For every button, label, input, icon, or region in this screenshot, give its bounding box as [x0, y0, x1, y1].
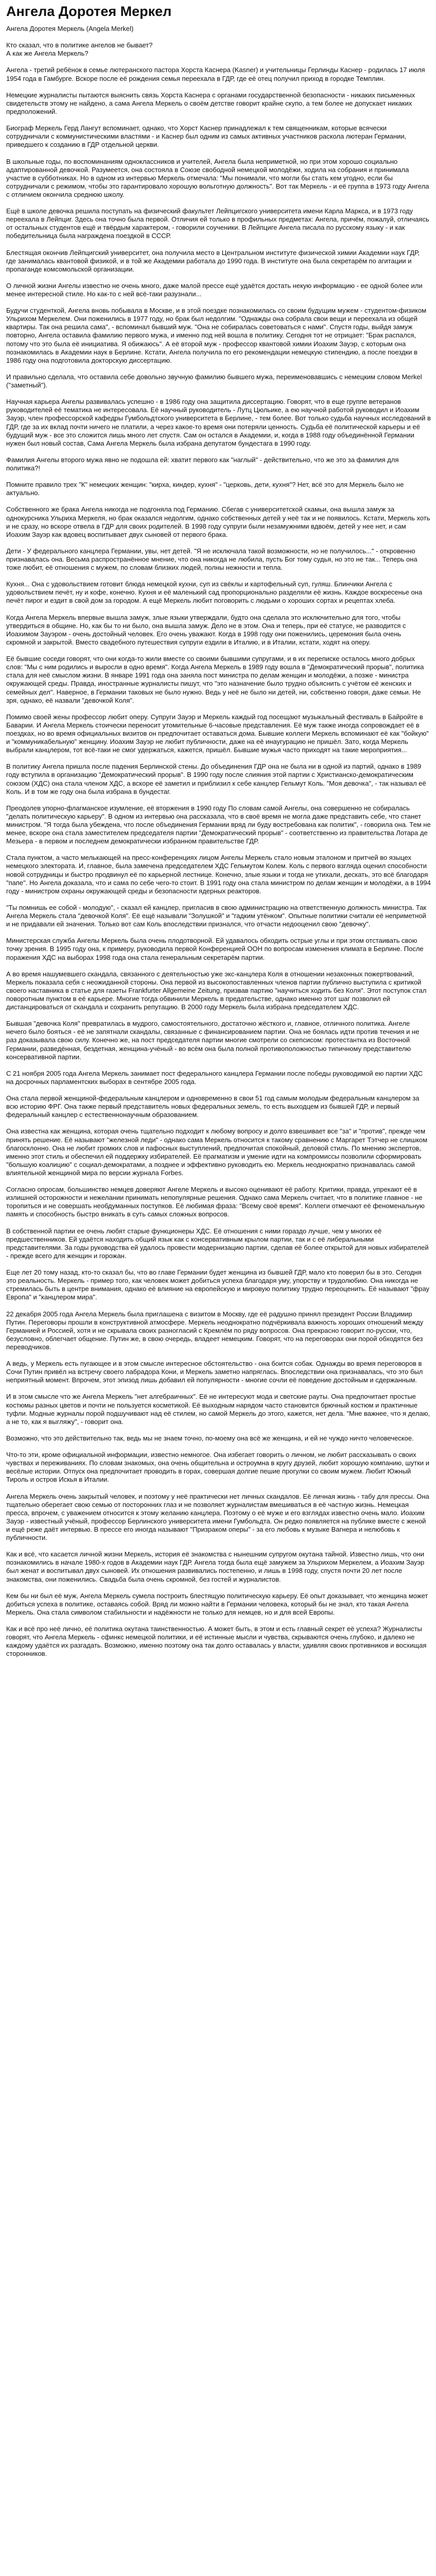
article-paragraph: Возможно, что это действительно так, ведь мы не знаем точно, по-моему она всё же женщина, и ей не чуждо ничто человеческое. [6, 1434, 414, 1442]
article-paragraph: Как и всё, что касается личной жизни Меркель, история её знакомства с нынешним супругом окутана тайной. Известно лишь, что они познакомились в начале 1980-х годов в Академии наук ГДР. Ангела тогда была ещё замужем за Ульрихом Меркелем, а Иоахим Зауэр был женат и воспитывал двух сыновей. Их отношения развивались постепенно, и лишь в 1998 году, спустя почти 20 лет после знакомства, они поженились. Свадьба была очень скромной, без гостей и журналистов. [6, 1550, 425, 1583]
article-paragraph: Стала пунктом, а часто мелькающей на пресс-конференциях лицом Ангелы Меркель стало новым эталоном и притчей во языцех немецкого электората. И, главное, была замечена председателем ХДС Гельмутом Колем. Коль с первого взгляда оценил способности новой сотрудницы и быстро продвинул её по карьерной лестнице. Конечно, злые языки и тогда не утихали, дескать, это всё благодаря "папе". Но Ангела доказала, что и сама по себе чего-то стоит. В 1991 году она стала министром по делам женщин и молодёжи, а в 1994 году - министром охраны окружающей среды и безопасности ядерных реакторов. [6, 854, 431, 895]
article-paragraph: Ангела - третий ребёнок в семье лютеранского пастора Хорста Каснера (Kasner) и учительницы Герлинды Каснер - родилась 17 июля 1954 года в Гамбурге. Вскоре после её рождения семья переехала в ГДР, где её отец получил приход в городке Темплин. [6, 66, 425, 82]
article-paragraph: Преодолев упорно-флагманское изумление, её вторжения в 1990 году По словам самой Ангелы, она совершенно не собиралась "делать политическую карьеру". В одном из интервью она рассказала, что в своё время не могла даже представить себе, что станет министром. "Я тогда была убеждена, что после объединения Германии вряд ли буду востребована как политик", - говорила она. Тем не менее, вскоре она стала заместителем председателя партии "Демократический прорыв" - соответственно из правительства Лотара де Мезьера - в первом и последнем демократически избранном правительстве ГДР. [6, 804, 431, 845]
article-paragraph: Немецкие журналисты пытаются выяснить связь Хорста Каснера с органами государственной безопасности - никаких письменных свидетельств этому не найдено, а сама Ангела Меркель о своём детстве говорит крайне скупо, а тем более не допускает никаких предположений. [6, 91, 415, 115]
article-paragraph: Блестящая окончив Лейпцигский университет, она получила место в Центральном институте физической химии Академии наук ГДР, где занималась квантовой физикой, и в той же Академии работала до 1990 года. В институте она была секретарём по агитации и пропаганде комсомольской организации. [6, 248, 420, 273]
article-paragraph: Ангела Меркель очень закрытый человек, и поэтому у неё практически нет личных скандалов. Её личная жизнь - табу для прессы. Она тщательно оберегает свою семью от посторонних глаз и не позволяет журналистам вмешиваться в её частную жизнь. Немецкая пресса, впрочем, с уважением относится к этому желанию канцлера. Поэтому о её муже и его взглядах известно очень мало. Иоахим Зауэр - известный учёный, профессор Берлинского университета имени Гумбольдта. Он редко появляется на публике вместе с женой и ещё реже даёт интервью. В прессе его иногда называют "Призраком оперы" - за его любовь к музыке Вагнера и нелюбовь к публичности. [6, 1492, 429, 1542]
article-paragraph: Собственного же брака Ангела никогда не подгоняла под Германию. Сбегав с университетской скамьи, она вышла замуж за однокурсника Ульриха Меркеля, но брак оказался недолгим, однако собственных детей у неё так и не появилось. Кстати, Меркель хоть и не сразу, но вскоре отвела в ГДР для своих родителей. В 1998 году супруги были незамужними вдвоём, детей у нее нет, и сам Иоахим Зауэр как вдовец воспитывает двух сыновей от первого брака. [6, 505, 430, 538]
article-paragraph: Дети - У федерального канцлера Германии, увы, нет детей. "Я не исключала такой возможности, но не получилось..." - откровенно признавалась она. Весьма распространённое мнение, что она никогда не любила, пусть Бог тому судья, но это не так... Теперь она тоже любит, её отношения с мужем, по словам близких людей, полны нежности и тепла. [6, 547, 417, 572]
article-paragraph: О личной жизни Ангелы известно не очень много, даже малой прессе ещё удаётся достать некую информацию - ее одной более или менее интересной стиле. Но как-то с ней всё-таки разузнали... [6, 281, 423, 298]
article-paragraph: Помните правило трех "К" немецких женщин: "кирха, киндер, кухня" - "церковь, дети, кухня"? Нет, всё это для Меркель было не актуально. [6, 481, 404, 497]
article-paragraph: Она стала первой женщиной-федеральным канцлером и одновременно в свои 51 год самым молодым федеральным канцлером за всю историю ФРГ. Она также первый представитель новых федеральных земель, то есть выходцем из бывшей ГДР, и первый федеральный канцлер с естественнонаучным образованием. [6, 1094, 420, 1119]
article-paragraph: Фамилия Ангелы второго мужа явно не подошла ей: хватит первого как "наглый" - действительно, что же это за фамилия для политика?! [6, 455, 399, 472]
article-paragraph: В собственной партии ее очень любят старые функционеры ХДС. Её отношения с ними гораздо лучше, чем у многих её предшественников. Ей удаётся находить общий язык как с консервативным крылом партии, так и с её либеральными представителями. За годы руководства ей удалось провести модернизацию партии, сделав её более открытой для новых избирателей - прежде всего для женщин и горожан. [6, 1227, 429, 1260]
article-paragraph: Бывшая "девочка Коля" превратилась в мудрого, самостоятельного, достаточно жёсткого и, главное, отличного политика. Ангеле нечего было бояться - её не запятнали скандалы, связанные с финансированием партии. Она не боялась идти против течения и не раз доказывала свою силу. Конечно же, на пост председателя партии многие смотрели со скепсисом: протестантка из Восточной Германии, разведённая, бездетная, женщина-учёный - во всём она была полной противоположностью типичному представителю консервативной партии. [6, 1020, 420, 1061]
article-paragraph: В политику Ангела пришла после падения Берлинской стены. До объединения ГДР она не была ни в одной из партий, однако в 1989 году вступила в организацию "Демократический прорыв". В 1990 году после слияния этой партии с Христианско-демократическим союзом (ХДС) она стала членом ХДС, а вскоре её заметил и приблизил к себе канцлер Гельмут Коль. "Моя девочка", - так называл её Коль. И в том же году она была избрана в бундестаг. [6, 762, 426, 795]
article-title: Ангела Доротея Меркел [6, 4, 172, 19]
article-body [6, 25, 431, 1658]
article-paragraph: И правильно сделала, что оставила себе довольно звучную фамилию бывшего мужа, переименовавшись с немецким словом Merkel ("заметный"). [6, 372, 422, 389]
article-paragraph: Помимо своей жены профессор любит оперу. Супруги Зауэр и Меркель каждый год посещают музыкальный фестиваль в Байройте в Баварии. И Ангела Меркель стоически переносит утомительные 6-часовые представления. Её муж также иногда сопровождает её в поездках, но во время официальных визитов он предпочитает оставаться дома. Бывшие коллеги Меркель вспоминают её как "бойкую" и "коммуникабельную" женщину. Иоахим Зауэр не любит публичности, даже на её инаугурацию не пришёл. Зато, когда Меркель выбрали канцлером, тот всё-таки не смог удержаться, кажется, пришёл. Бывшие мужья часто приходят на такие мероприятия... [6, 713, 429, 754]
article-paragraph: Ещё в школе девочка решила поступать на физический факультет Лейпцигского университета имени Карла Маркса, и в 1973 году переехала в Лейпциг. Здесь она точно была первой. Отличия ей только в профильных предметах: Ангела, причём, пожалуй, отличаясь от остальных студентов ещё и твёрдым характером, - говорили соученики. В Лейпциге Ангела писала по русскому языку - и как победительница была награждена поездкой в СССР. [6, 207, 429, 240]
article-paragraph: А ведь, у Меркель есть пугающее и в этом смысле интересное обстоятельство - она боится собак. Однажды во время переговоров в Сочи Путин привёл на встречу своего лабрадора Кони, и Меркель заметно напряглась. Впоследствии она признавалась, что это был неприятный момент. Впрочем, этот эпизод лишь добавил ей популярности - многие сочли её поведение достойным и сдержанным. [6, 1360, 423, 1384]
article-paragraph: Когда Ангела Меркель впервые вышла замуж, злые языки утверждали, будто она сделала это исключительно для того, чтобы утвердиться в общине. Но, как бы то ни было, она вышла замуж. Дело не в этом. Она и теперь, при её статусе, не разводится с Иоахимом Зауэром - очень достойный человек. Его очень уважают. Когда в 1998 году они поженились, церемония была очень скромной и закрытой. Вместо свадебного путешествия супруги ездили в Италию, и в Италии, кстати, ходят на оперу. [6, 613, 406, 646]
article-paragraph: Биограф Меркель Герд Лангут вспоминает, однако, что Хорст Каснер принадлежал к тем священникам, которые всячески сотрудничали с коммунистическими властями - и Каснер был одним из самых активных участников раскола лютеран Германии, приведшего к созданию в ГДР отдельной церкви. [6, 124, 407, 149]
article-paragraph: "Ты помнишь ее собой - молодую", - сказал ей канцлер, пригласив в свою администрацию на ответственную должность министра. Так Ангела Меркель стала "девочкой Коля". Её ещё называли "Золушкой" и "гадким утёнком". Опытные политики считали её неприметной и не придавали ей значения. Только вот сам Коль впоследствии признался, что отчасти недооценил свою "девочку". [6, 903, 427, 928]
article-paragraph: В школьные годы, по воспоминаниям одноклассников и учителей, Ангела была неприметной, но при этом хорошо социально адаптированной девочкой. Разумеется, она состояла в Союзе свободной немецкой молодёжи, ходила на собрания и принимала участие в субботниках. Но в одном из интервью Меркель отмечала: "Мы понимали, что могли бы стать кем угодно, если бы сотрудничали с режимом, чтобы это гарантировало хорошую вольготную должность". Вот так Меркель - и её группа в 1973 году Ангела с отличием окончила среднюю школу. [6, 157, 429, 198]
article-paragraph: Будучи студенткой, Ангела вновь побывала в Москве, и в этой поездке познакомилась со своим будущим мужем - студентом-физиком Ульрихом Меркелем. Они поженились в 1977 году, но брак был недолгим. "Однажды она собрала свои вещи и переехала из общей квартиры. Так она решила сама", - вспоминал бывший муж. "Она не собиралась советоваться с нами". Спустя годы, выйдя замуж повторно, Ангела оставила фамилию первого мужа, и именно под ней вошла в политику. Сегодня тот не отрицает: "Брак распался, потому что это была её инициатива. Я обижаюсь". А её второй муж - профессор квантовой химии Иоахим Зауэр, с которым она познакомилась в Академии наук в Берлине. Кстати, Ангела получила по его рекомендации немецкую стипендию, а после поездки в 1986 году она подготовила докторскую диссертацию. [6, 307, 427, 364]
article-paragraph: И в этом смысле что же Ангела Меркель "нет алгебраичных". Её не интересуют мода и светские рауты. Она предпочитает простые костюмы разных цветов и почти не пользуется косметикой. Её выходным нарядом часто становится брючный костюм и практичные туфли. Модные журналы порой подшучивают над её стилем, но самой Меркель до этого, кажется, нет дела. "Мне важнее, что я делаю, а не то, как я выгляжу", - говорит она. [6, 1393, 430, 1426]
article-paragraph: Кем бы ни был её муж, Ангела Меркель сумела построить блестящую политическую карьеру. Её опыт доказывает, что женщина может добиться успеха в политике, оставаясь собой. Вряд ли можно найти в Германии человека, который бы не знал, кто такая Ангела Меркель. Она стала символом стабильности и надёжности не только для немцев, но и для всей Европы. [6, 1591, 428, 1616]
article-paragraph: Кухня... Она с удовольствием готовит блюда немецкой кухни, суп из свёклы и картофельный суп, гуляш. Блинчики Ангела с удовольствием печёт, ну и кофе, конечно. Кухня и её маленький сад пропорционально разделяли её жизнь. Каждое воскресенье она печёт пирог и ездит в свой дом за городом. А ещё Меркель любит поговорить с людьми о хороших сортах и рецептах хлеба. [6, 580, 423, 605]
article-paragraph: С 21 ноября 2005 года Ангела Меркель занимает пост федерального канцлера Германии после победы руководимой ею партии ХДС на досрочных парламентских выборах в сентябре 2005 года. [6, 1069, 423, 1086]
article-paragraph: Согласно опросам, большинство немцев доверяют Ангеле Меркель и высоко оценивают её работу. Критики, правда, упрекают её в излишней осторожности и нежелании принимать непопулярные решения. Однако сама Меркель считает, что в политике главное - не торопиться и не совершать необдуманных поступков. Её любимая фраза: "Всему своё время". Коллеги отмечают её феноменальную память и способность быстро вникать в суть самых сложных вопросов. [6, 1185, 425, 1218]
article-paragraph: Что-то эти, кроме официальной информации, известно немногое. Она избегает говорить о личном, не любит рассказывать о своих чувствах и переживаниях. По словам знакомых, она очень общительна и остроумна в кругу друзей, любит хорошую компанию, шутки и весёлые истории. Отпуск она предпочитает проводить в горах, совершая долгие пешие прогулки со своим мужем. Любит Южный Тироль и остров Искья в Италии. [6, 1451, 430, 1484]
article-paragraph: Её бывшие соседи говорят, что они когда-то жили вместе со своими бывшими супругами, и в их переписке осталось много добрых слов: "Мы с ним родились и выросли в одно время". Когда Ангела Меркель в 1989 году вошла в "Демократический прорыв", политика стала для неё смыслом жизни. В январе 1991 года она заняла пост министра по делам женщин и молодёжи, а позже - министра окружающей среды. Правда, иностранные журналисты пишут, что "это назначение было трудно объяснить с учётом её женских и семейных дел". Наверное, в Германии таковых не было нужно. Ведь у неё не было ни детей, ни, собственно говоря, даже семьи. Не зря, однако, её назвали "девочкой Коля". [6, 655, 424, 704]
article-paragraph: Научная карьера Ангелы развивалась успешно - в 1986 году она защитила диссертацию. Говорят, что в еще группе ветеранов руководителей её тематика не интересовала. Её научный руководитель - Лутц Цюльике, а ею научной работой руководил и Иоахим Зауэр, член профессорской кафедры Гумбольдтского университета в Берлине, - тем более. Вот только судьба научных исследований в ГДР, где за их вклад почти ничего не платили, а через какое-то время они потеряли ценность. Судьба её политической карьеры и её будущий муж - все это сложится лишь много лет спустя. Сам он остался в Академии, и, когда в 1988 году объединённой Германии нужен был новый состав, Сама Ангела Меркель была избрана депутатом бундестага в 1990 году. [6, 398, 431, 447]
article-paragraph: Она известна как женщина, которая очень тщательно подходит к любому вопросу и долго взвешивает все "за" и "против", прежде чем принять решение. Её называют "железной леди" - однако сама Меркель относится к такому сравнению с Маргарет Тэтчер не слишком благосклонно. Она не любит громких слов и пафосных выступлений, предпочитая спокойный, деловой стиль. По мнению экспертов, именно этот стиль и обеспечил ей поддержку избирателей. Её прагматизм и умение идти на компромиссы позволили сформировать "большую коалицию" с социал-демократами, а позднее и эффективно руководить ею. Меркель неоднократно признавалась самой влиятельной женщиной мира по версии журнала Forbes. [6, 1127, 428, 1177]
article-paragraph: Еще лет 20 тому назад, кто-то сказал бы, что во главе Германии будет женщина из бывшей ГДР, мало кто поверил бы в это. Сегодня это реальность. Меркель - пример того, как человек может добиться успеха благодаря уму, упорству и трудолюбию. Она никогда не стремилась быть в центре внимания, однако её влияние на европейскую и мировую политику трудно переоценить. Её называют "фрау Европа" и "канцлером мира". [6, 1268, 430, 1301]
article-paragraph: Кто сказал, что в политике ангелов не бывает? А как же Ангела Меркель? [6, 41, 153, 58]
article-paragraph: Ангела Доротея Меркель (Angela Merkel) [6, 25, 134, 32]
article-paragraph: А во время нашумевшего скандала, связанного с деятельностью уже экс-канцлера Коля в отношении незаконных пожертвований, Меркель показала себя с неожиданной стороны. Она первой из высокопоставленных членов партии публично выступила с критикой своего наставника в статье для газеты Frankfurter Allgemeine Zeitung, призвав партию "научиться ходить без Коля". Этот поступок стал поворотным пунктом в её карьере. Многие тогда обвинили Меркель в предательстве, однако именно этот шаг позволил ей дистанцироваться от скандала и сохранить репутацию. В 2000 году Меркель была избрана председателем ХДС. [6, 970, 427, 1011]
article-paragraph: 22 декабря 2005 года Ангела Меркель была приглашена с визитом в Москву, где её радушно принял президент России Владимир Путин. Переговоры прошли в конструктивной атмосфере. Меркель неоднократно подчёркивала важность хороших отношений между Германией и Россией, хотя и не скрывала своих разногласий с Кремлём по ряду вопросов. Она прекрасно говорит по-русски, что, безусловно, облегчает общение. Путин же, в свою очередь, владеет немецким. Говорят, что на переговорах они порой обходятся без переводчиков. [6, 1310, 424, 1351]
article-paragraph: Как и всё про неё лично, её политика окутана таинственностью. А может быть, в этом и есть главный секрет её успеха? Журналисты говорят, что Ангела Меркель - сфинкс немецкой политики, и её истинные мысли и чувства, скрываются очень глубоко, и далеко не каждому удаётся их разгадать. Возможно, именно поэтому она так долго оставалась у власти, удивляя своих противников и восхищая сторонников. [6, 1625, 427, 1658]
article-paragraph: Министерская служба Ангелы Меркель была очень плодотворной. Ей удавалось обходить острые углы и при этом отстаивать свою точку зрения. В 1995 году она, к примеру, руководила первой Конференцией ООН по вопросам изменения климата в Берлине. После поражения ХДС на выборах 1998 года она стала генеральным секретарём партии. [6, 937, 424, 961]
